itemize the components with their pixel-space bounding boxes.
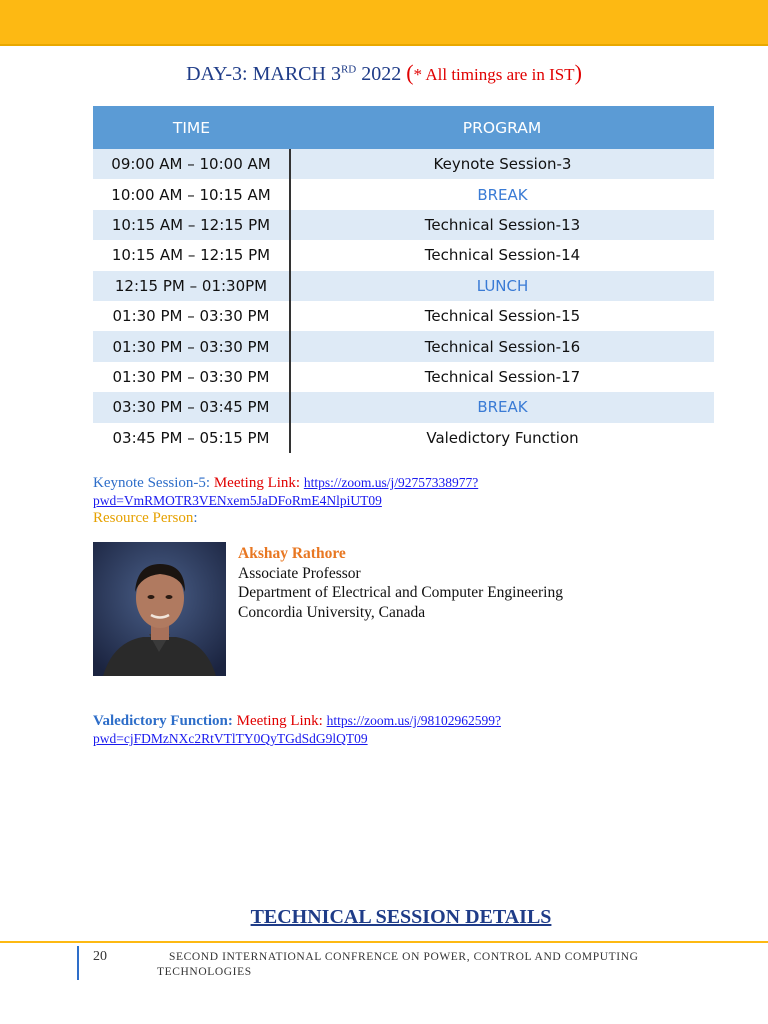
program-column-header: PROGRAM <box>290 106 714 149</box>
speaker-university: Concordia University, Canada <box>238 603 426 621</box>
valedictory-meeting-label: Meeting Link: <box>236 713 323 729</box>
time-cell: 01:30 PM – 03:30 PM <box>93 331 290 361</box>
time-cell: 01:30 PM – 03:30 PM <box>93 301 290 331</box>
time-cell: 01:30 PM – 03:30 PM <box>93 362 290 392</box>
program-cell: Keynote Session-3 <box>290 149 714 179</box>
timezone-note: * All timings are in IST <box>413 65 575 84</box>
program-cell: BREAK <box>290 392 714 422</box>
table-row <box>93 271 714 301</box>
top-banner-bar <box>0 0 768 46</box>
program-cell: Technical Session-17 <box>424 367 581 386</box>
time-column-header: TIME <box>93 106 290 149</box>
program-cell: Technical Session-15 <box>424 307 581 326</box>
speaker-name: Akshay Rathore <box>238 545 346 562</box>
table-row <box>93 149 714 179</box>
keynote-meeting-label: Meeting Link: <box>213 475 301 491</box>
table-row <box>93 301 714 331</box>
program-cell: Technical Session-13 <box>290 210 714 240</box>
table-row <box>93 240 714 270</box>
table-row <box>93 362 714 392</box>
keynote-meeting-link[interactable]: https://zoom.us/j/92757338977? pwd=VmRMOTR3VENxem5JaDFoRmE4NlpiUT09 <box>93 475 479 508</box>
program-cell: Valedictory Function <box>426 428 579 447</box>
footer-divider <box>0 941 768 943</box>
keynote-link-block: Keynote Session-5: Meeting Link: https://zoom.us/j/92757338977? pwd=VmRMOTR3VENxem5JaDFoRmE4NlpiUT09 <box>93 475 479 508</box>
valedictory-meeting-link[interactable]: https://zoom.us/j/98102962599? pwd=cjFDMzNXc2RtVTlTY0QyTGdSdG9lQT09 <box>93 713 501 746</box>
program-cell: Technical Session-14 <box>424 246 581 265</box>
time-cell: 03:30 PM – 03:45 PM <box>93 392 290 422</box>
table-row <box>93 331 714 361</box>
speaker-title: Associate Professor <box>238 564 361 582</box>
time-cell: 10:15 AM – 12:15 PM <box>93 210 290 240</box>
schedule-table <box>93 106 714 453</box>
keynote-label: Keynote Session-5 <box>93 475 206 491</box>
time-cell: 09:00 AM – 10:00 AM <box>93 149 290 179</box>
speaker-department: Department of Electrical and Computer Engineering <box>238 584 563 601</box>
table-row <box>93 210 714 240</box>
page-number: 20 <box>93 949 107 964</box>
day-title: DAY-3: MARCH 3RD 2022 (* All timings are in IST) <box>186 60 582 85</box>
time-cell: 10:00 AM – 10:15 AM <box>93 179 290 209</box>
program-cell: LUNCH <box>290 271 714 301</box>
section-heading: TECHNICAL SESSION DETAILS <box>250 906 552 928</box>
speaker-photo <box>93 542 226 676</box>
table-row <box>93 423 714 453</box>
program-cell: Technical Session-16 <box>290 331 714 361</box>
table-row <box>93 179 714 209</box>
footer-conference-title: SECOND INTERNATIONAL CONFRENCE ON POWER, CONTROL AND COMPUTING TECHNOLOGIES <box>157 951 639 978</box>
valedictory-link-block <box>93 712 501 748</box>
footer-accent-bar <box>77 946 79 980</box>
time-cell: 03:45 PM – 05:15 PM <box>93 423 290 453</box>
program-cell: BREAK <box>477 185 528 204</box>
valedictory-label: Valedictory Function: <box>93 713 233 729</box>
resource-person-label: Resource Person: <box>93 510 198 526</box>
time-cell: 10:15 AM – 12:15 PM <box>93 240 290 270</box>
table-row <box>93 392 714 422</box>
table-header-row <box>93 106 714 149</box>
time-cell: 12:15 PM – 01:30PM <box>93 271 290 301</box>
speaker-details <box>238 544 563 622</box>
